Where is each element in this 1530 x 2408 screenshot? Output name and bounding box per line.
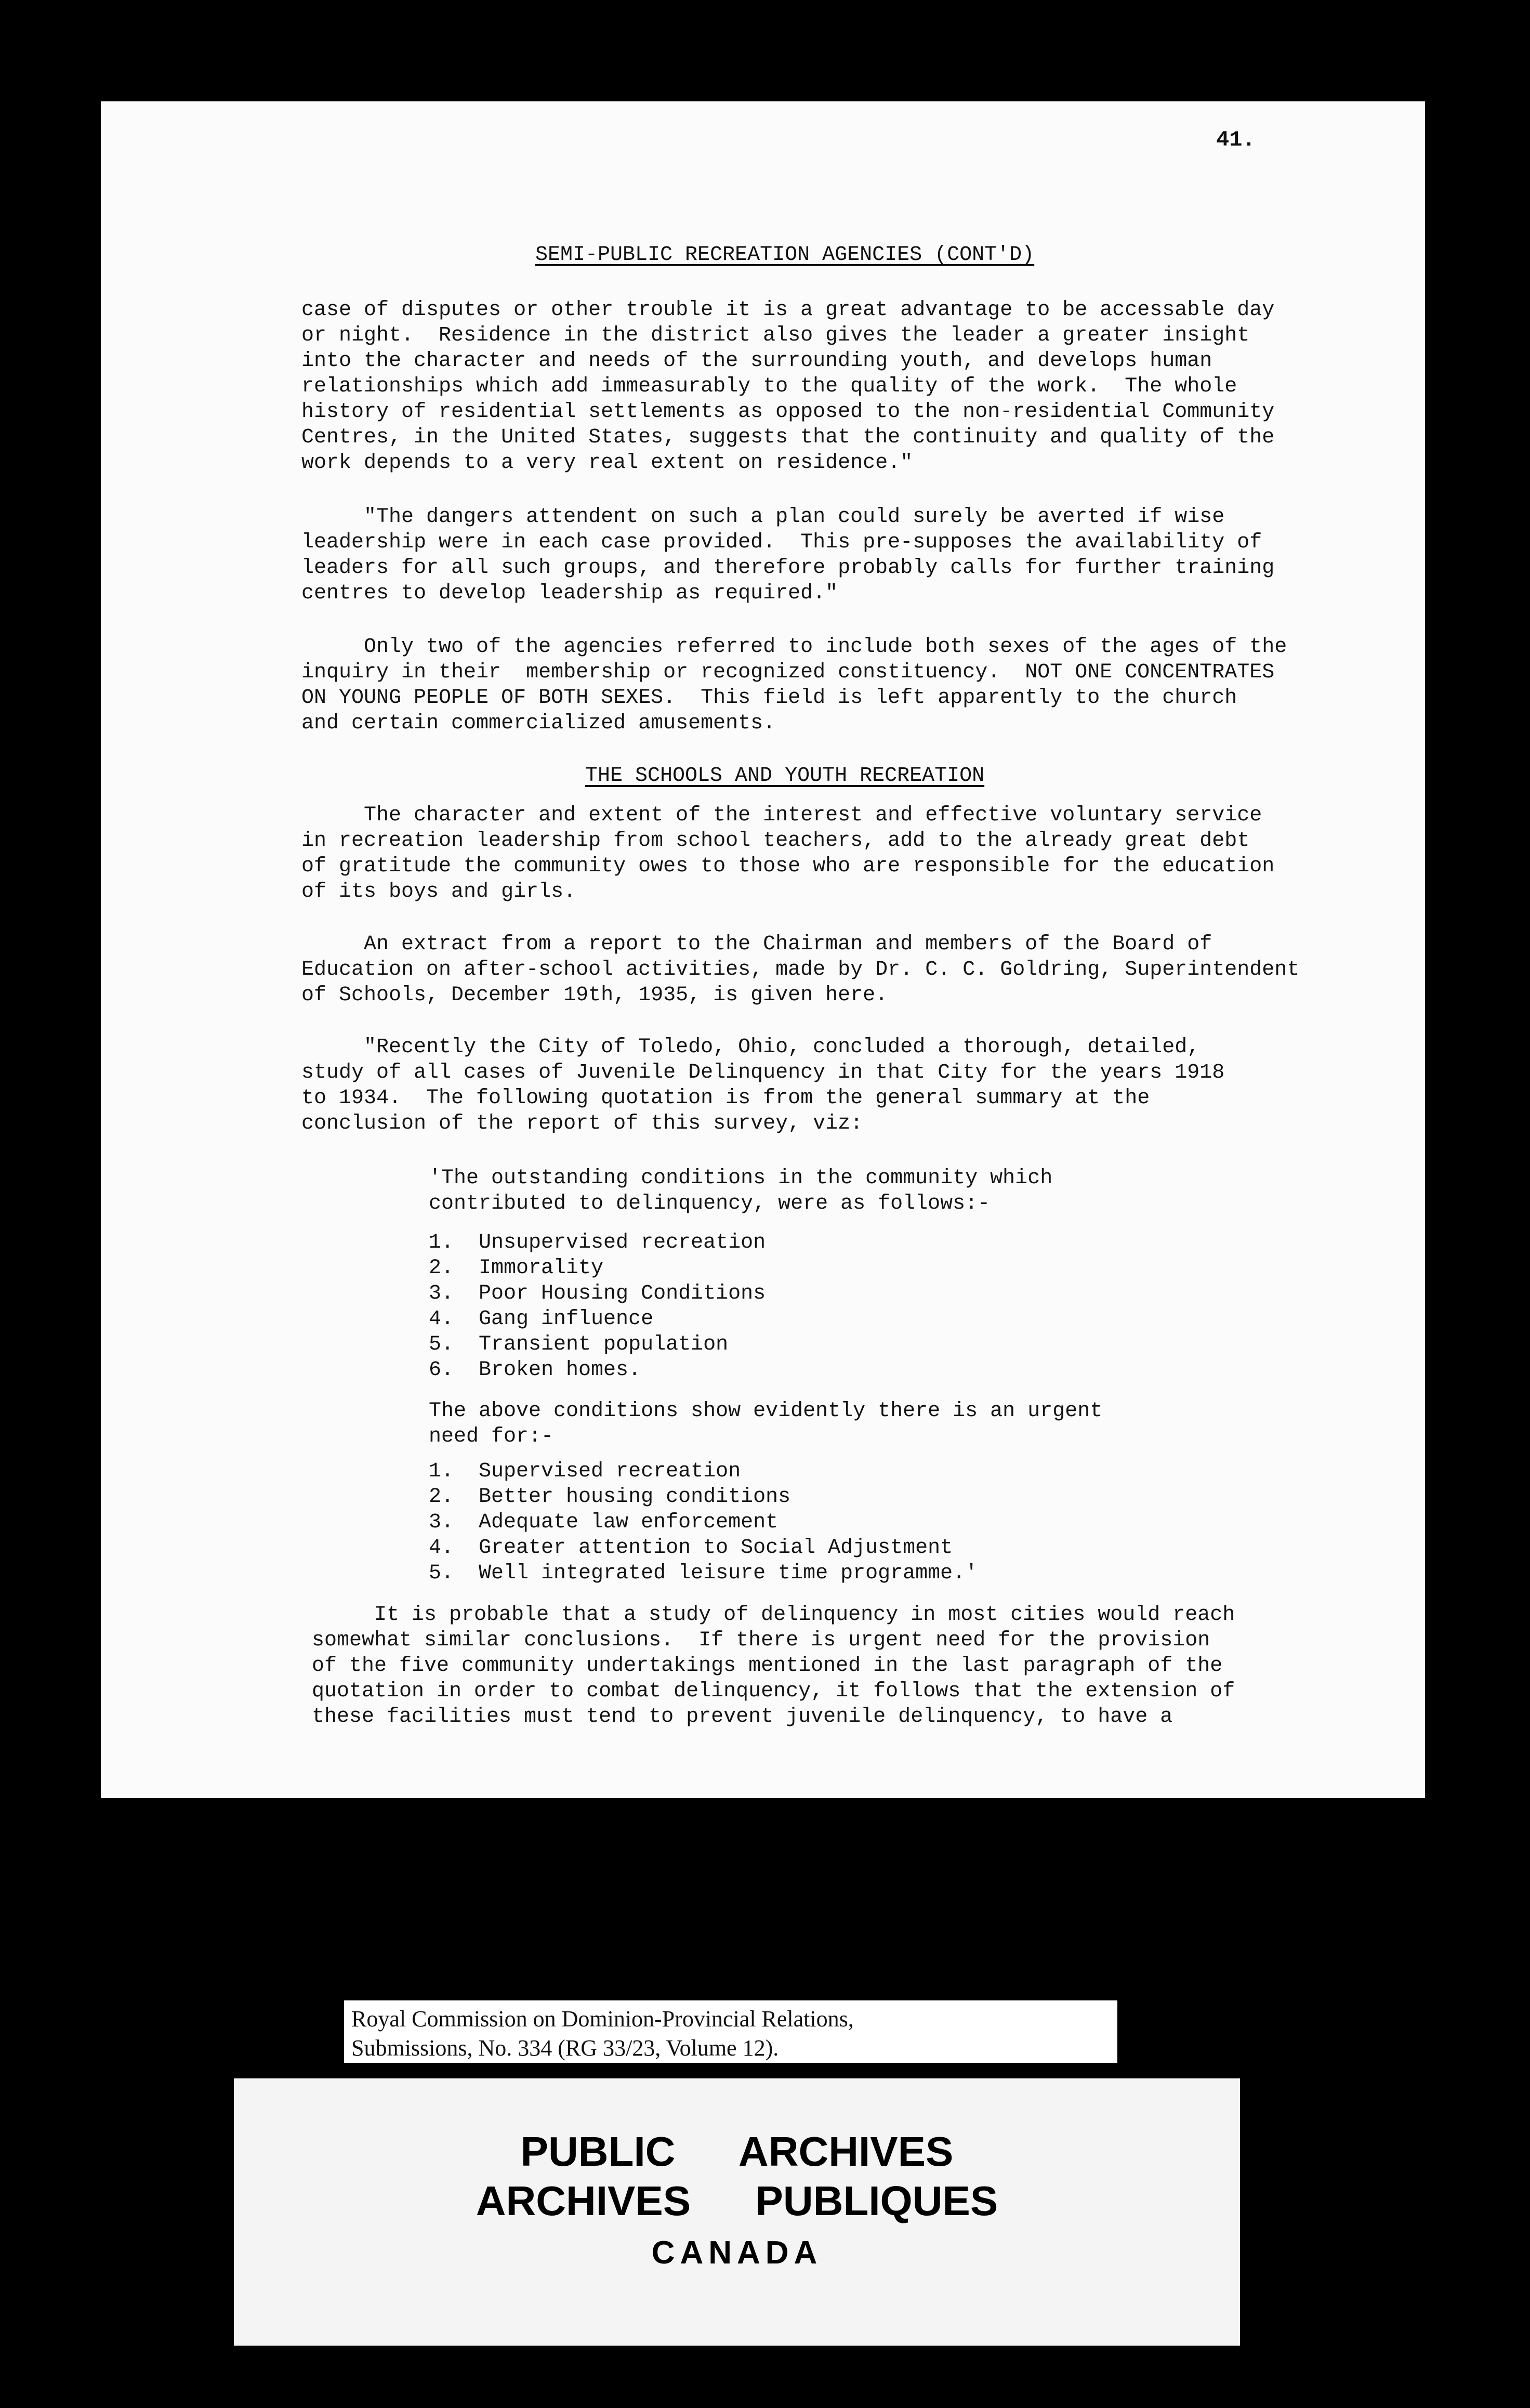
- quote-intro: 'The outstanding conditions in the community which contributed to delinquency, were as follows:-: [429, 1167, 1053, 1215]
- paragraph-teachers: The character and extent of the interest and effective voluntary service in recreation leadership from school teachers, add to the already great debt of gratitude the community owes to those who are responsible for the education of its boys and girls.: [301, 804, 1275, 904]
- list-item: 1. Unsupervised recreation: [429, 1231, 766, 1254]
- paragraph-dangers: "The dangers attendent on such a plan could surely be averted if wise leadership were in each case provided. This pre-supposes the availability of leaders for all such groups, and therefore probably calls for further training centres to develop leadership as required.": [301, 505, 1275, 605]
- conditions-list: [429, 1230, 766, 1383]
- list-item: 6. Broken homes.: [429, 1358, 641, 1382]
- paragraph-agencies: Only two of the agencies referred to include both sexes of the ages of the inquiry in their membership or recognized constituency. NOT ONE CONCENTRATES ON YOUNG PEOPLE OF BOTH SEXES. This field is left apparently to the church and certain commercialized amusements.: [301, 635, 1287, 735]
- list-item: 3. Poor Housing Conditions: [429, 1282, 766, 1305]
- archival-reference-label: [344, 2000, 1117, 2063]
- stamp-line-english: PUBLIC ARCHIVES: [520, 2128, 954, 2175]
- list-item: 2. Better housing conditions: [429, 1485, 791, 1509]
- needs-intro: The above conditions show evidently there is an urgent need for:-: [429, 1399, 1103, 1448]
- section-heading-semi-public: SEMI-PUBLIC RECREATION AGENCIES (CONT'D): [535, 243, 1035, 267]
- page-number: 41.: [1216, 127, 1256, 152]
- list-item: 4. Greater attention to Social Adjustment: [429, 1536, 953, 1560]
- label-line: Submissions, No. 334 (RG 33/23, Volume 12).: [351, 2035, 779, 2061]
- paragraph-extract: An extract from a report to the Chairman and members of the Board of Education on after-school activities, made by Dr. C. C. Goldring, Superintendent of Schools, December 19th, 1935, is given here.: [301, 933, 1300, 1007]
- paragraph-conclusion: It is probable that a study of delinquency in most cities would reach somewhat similar conclusions. If there is urgent need for the provision of the five community undertakings mentioned in the last paragraph of the quotation in order to combat delinquency, it follows that the extension of these facilities must tend to prevent juvenile delinquency, to have a: [312, 1603, 1235, 1729]
- list-item: 2. Immorality: [429, 1257, 604, 1280]
- list-item: 3. Adequate law enforcement: [429, 1511, 779, 1534]
- label-line: Royal Commission on Dominion-Provincial Relations,: [351, 2006, 854, 2032]
- list-item: 5. Well integrated leisure time programme.': [429, 1562, 978, 1585]
- list-item: 4. Gang influence: [429, 1307, 654, 1331]
- list-item: 5. Transient population: [429, 1333, 729, 1356]
- needs-list: [429, 1459, 978, 1586]
- paragraph-residence: case of disputes or other trouble it is a great advantage to be accessable day or night. Residence in the district also gives the leader a greater insight into the character and needs of the surrounding youth, and develops human relationships which add immeasurably to the quality of the work. The whole history of residential settlements as opposed to the non-residential Community Centres, in the United States, suggests that the continuity and quality of the work depends to a very real extent on residence.": [301, 298, 1275, 475]
- paragraph-toledo: "Recently the City of Toledo, Ohio, concluded a thorough, detailed, study of all cases of Juvenile Delinquency in that City for the years 1918 to 1934. The following quotation is from the general summary at the conclusion of the report of this survey, viz:: [301, 1036, 1225, 1135]
- stamp-line-french: ARCHIVES PUBLIQUES: [476, 2178, 998, 2224]
- stamp-line-country: CANADA: [651, 2235, 823, 2271]
- list-item: 1. Supervised recreation: [429, 1460, 741, 1483]
- section-heading-schools: THE SCHOOLS AND YOUTH RECREATION: [585, 764, 985, 788]
- archives-stamp: [234, 2078, 1240, 2346]
